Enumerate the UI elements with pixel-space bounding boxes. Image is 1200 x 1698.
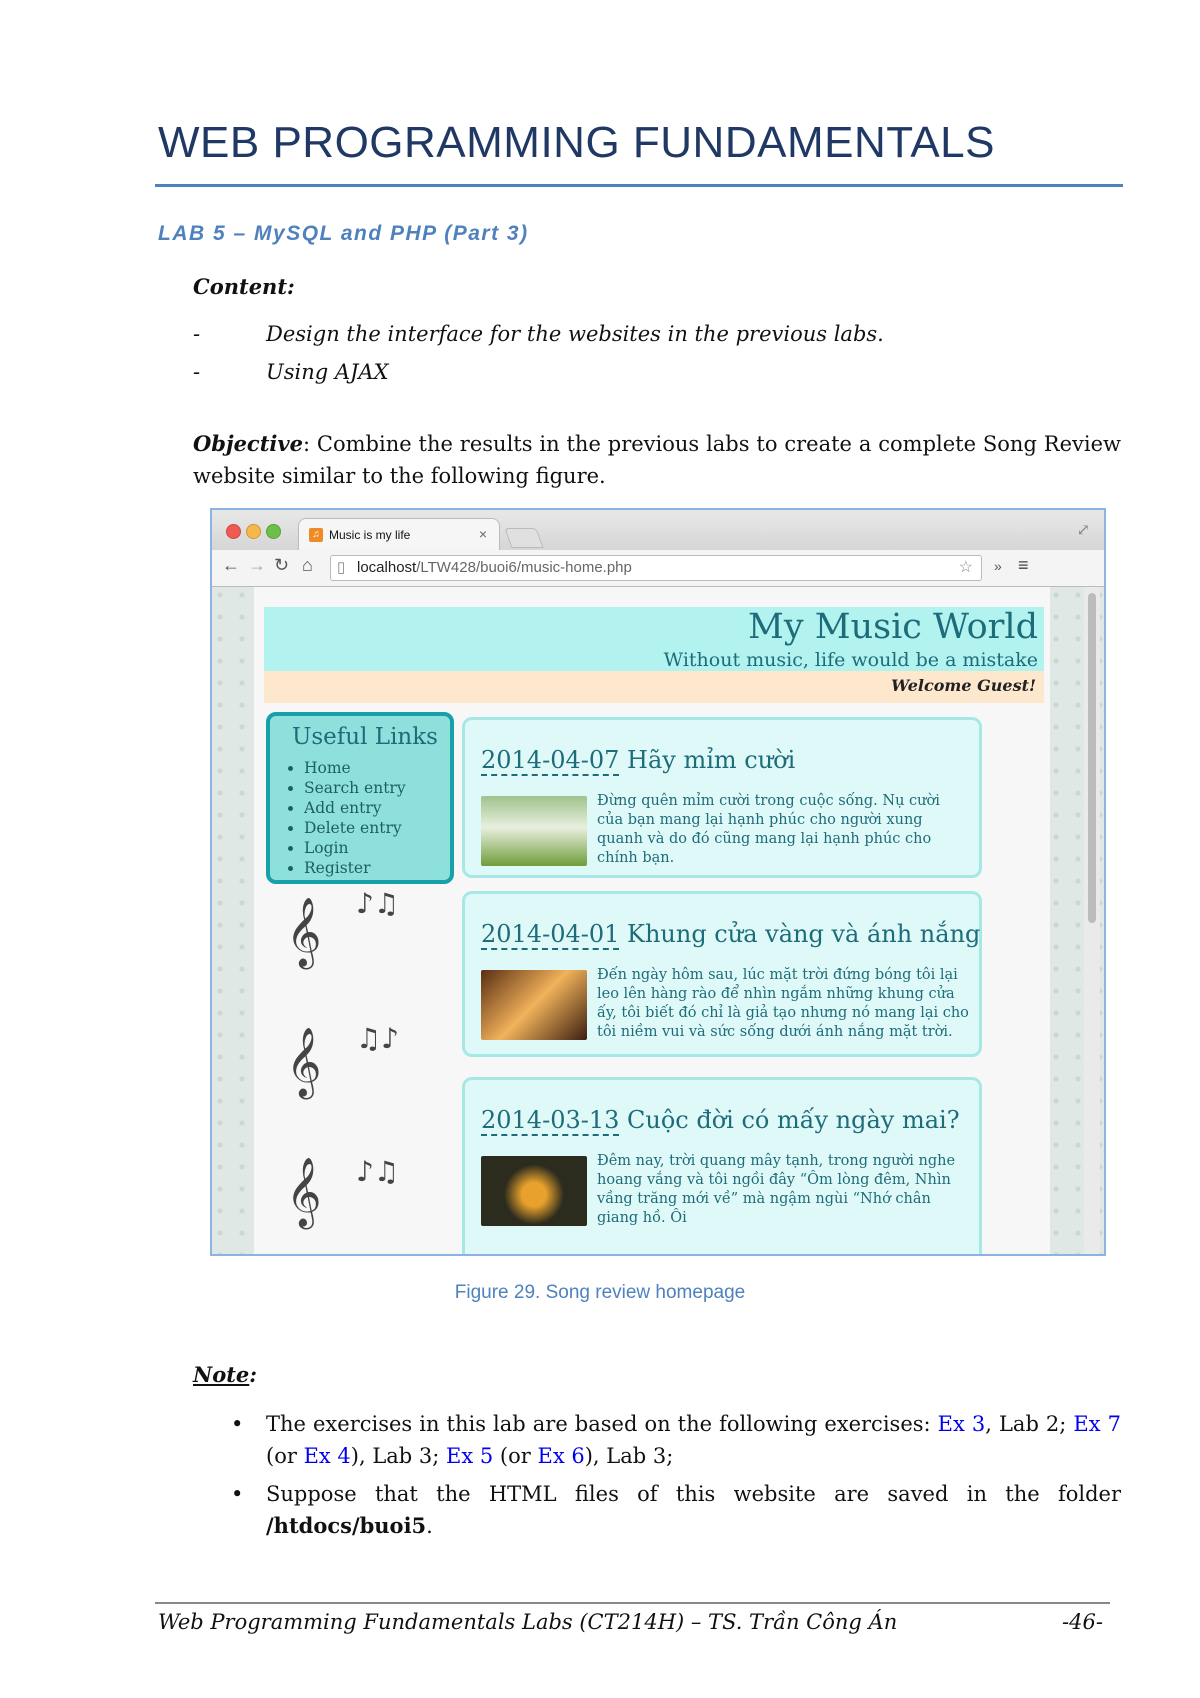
footer-text: Web Programming Fundamentals Labs (CT214H) – TS. Trần Công Án — [158, 1610, 898, 1634]
music-note-icon: 𝄞 — [286, 897, 322, 967]
browser-toolbar — [212, 550, 1104, 587]
song-entry — [462, 717, 982, 878]
note-label: Note: — [193, 1362, 258, 1387]
note-item: • Suppose that the HTML files of this website are saved in the folder /htdocs/buoi5. — [195, 1478, 1121, 1542]
content-item: - Design the interface for the websites in the previous labs. — [193, 322, 884, 346]
reload-icon[interactable]: ↻ — [274, 555, 290, 575]
page-number: -46- — [1062, 1610, 1103, 1634]
entry-title[interactable]: 2014-03-13 Cuộc đời có mấy ngày mai? — [481, 1106, 960, 1134]
entry-text: Đừng quên mỉm cười trong cuộc sống. Nụ cười của bạn mang lại hạnh phúc cho người xung quanh và do đó cũng mang lại hạnh phúc cho chính bạn. — [597, 793, 940, 866]
title-divider — [155, 184, 1123, 187]
entry-title[interactable]: 2014-04-07 Hãy mỉm cười — [481, 746, 796, 774]
menu-icon[interactable]: ≡ — [1018, 555, 1029, 575]
footer-divider — [155, 1602, 1110, 1604]
link-ex5[interactable]: Ex 5 — [446, 1444, 494, 1468]
new-tab-button[interactable] — [504, 528, 543, 548]
link-ex6[interactable]: Ex 6 — [537, 1444, 585, 1468]
entry-thumbnail — [481, 1156, 587, 1226]
welcome-bar — [264, 671, 1044, 703]
entry-title[interactable]: 2014-04-01 Khung cửa vàng và ánh nắng — [481, 920, 981, 948]
music-note-icon: ♪♫ — [356, 1155, 399, 1188]
zoom-window-icon[interactable] — [266, 524, 281, 539]
fullscreen-icon[interactable]: ⤢ — [1076, 520, 1090, 539]
music-note-icon: 𝄞 — [286, 1027, 322, 1097]
site-slogan: Without music, life would be a mistake — [663, 649, 1038, 671]
site-title: My Music World — [748, 607, 1038, 647]
song-entry — [462, 1077, 982, 1256]
useful-links-box — [266, 712, 454, 884]
link-ex4[interactable]: Ex 4 — [303, 1444, 351, 1468]
useful-links-title: Useful Links — [292, 724, 438, 750]
lab-heading: LAB 5 – MySQL and PHP (Part 3) — [158, 222, 529, 245]
page-scrollbar[interactable] — [1084, 587, 1100, 1254]
music-note-icon: ♫♪ — [356, 1022, 399, 1055]
browser-tab[interactable] — [298, 518, 500, 551]
close-window-icon[interactable] — [226, 524, 241, 539]
music-note-icon: ♪♫ — [356, 887, 399, 920]
entry-thumbnail — [481, 970, 587, 1040]
web-page — [254, 587, 1050, 1254]
link-add-entry[interactable]: • Add entry — [304, 798, 406, 818]
note-item: • The exercises in this lab are based on the following exercises: Ex 3, Lab 2; Ex 7 (or Ex 4), Lab 3; Ex 5 (or Ex 6), Lab 3; — [195, 1408, 1121, 1472]
folder-path: /htdocs/buoi5 — [266, 1513, 427, 1538]
music-notes-decoration — [256, 887, 452, 1254]
browser-screenshot-figure — [210, 508, 1106, 1256]
browser-tab-bar — [212, 510, 1104, 550]
entry-text: Đêm nay, trời quang mây tạnh, trong người nghe hoang vắng và tôi ngồi đây “Ôm lòng đêm, Nhìn vầng trăng mới về” mà ngậm ngùi “Nhớ chân giang hồ. Ôi — [597, 1153, 956, 1226]
content-list — [193, 322, 884, 398]
browser-viewport — [212, 587, 1104, 1254]
useful-links-list — [284, 758, 406, 878]
note-list — [195, 1408, 1121, 1548]
music-note-icon: 𝄞 — [286, 1157, 322, 1227]
content-item: - Using AJAX — [193, 360, 389, 384]
forward-arrow-icon[interactable]: → — [248, 555, 266, 575]
site-favicon-icon: ♫ — [309, 528, 323, 542]
address-bar[interactable] — [330, 555, 982, 581]
back-arrow-icon[interactable]: ← — [222, 555, 240, 575]
tab-close-icon[interactable]: × — [478, 526, 487, 542]
objective-paragraph: Objective: Combine the results in the previous labs to create a complete Song Review website similar to the following figure. — [193, 431, 1121, 488]
scrollbar-thumb[interactable] — [1088, 593, 1096, 923]
figure-caption: Figure 29. Song review homepage — [454, 1282, 746, 1303]
link-delete-entry[interactable]: • Delete entry — [304, 818, 406, 838]
song-entry — [462, 891, 982, 1057]
home-icon[interactable]: ⌂ — [302, 555, 313, 575]
document-icon: ▯ — [337, 559, 346, 576]
minimize-window-icon[interactable] — [246, 524, 261, 539]
link-login[interactable]: • Login — [304, 838, 406, 858]
url-text: localhost/LTW428/buoi6/music-home.php — [357, 559, 632, 576]
objective-label: Objective — [193, 431, 303, 456]
link-home[interactable]: • Home — [304, 758, 406, 778]
site-header — [264, 607, 1044, 671]
entry-thumbnail — [481, 796, 587, 866]
link-ex7[interactable]: Ex 7 — [1073, 1412, 1122, 1436]
extensions-icon[interactable]: » — [994, 558, 1002, 574]
link-register[interactable]: • Register — [304, 858, 406, 878]
link-ex3[interactable]: Ex 3 — [937, 1412, 986, 1436]
welcome-message: Welcome Guest! — [891, 676, 1036, 695]
document-title: WEB PROGRAMMING FUNDAMENTALS — [158, 118, 996, 167]
link-search-entry[interactable]: • Search entry — [304, 778, 406, 798]
content-label: Content: — [193, 274, 295, 299]
bookmark-star-icon[interactable]: ☆ — [958, 559, 973, 576]
tab-title: Music is my life — [329, 528, 411, 542]
entry-text: Đến ngày hôm sau, lúc mặt trời đứng bóng tôi lại leo lên hàng rào để nhìn ngắm những khung cửa ấy, tôi biết đó chỉ là giả tạo nhưng nó mang lại cho tôi niềm vui và sức sống dưới ánh nắng mặt trời. — [597, 967, 969, 1040]
